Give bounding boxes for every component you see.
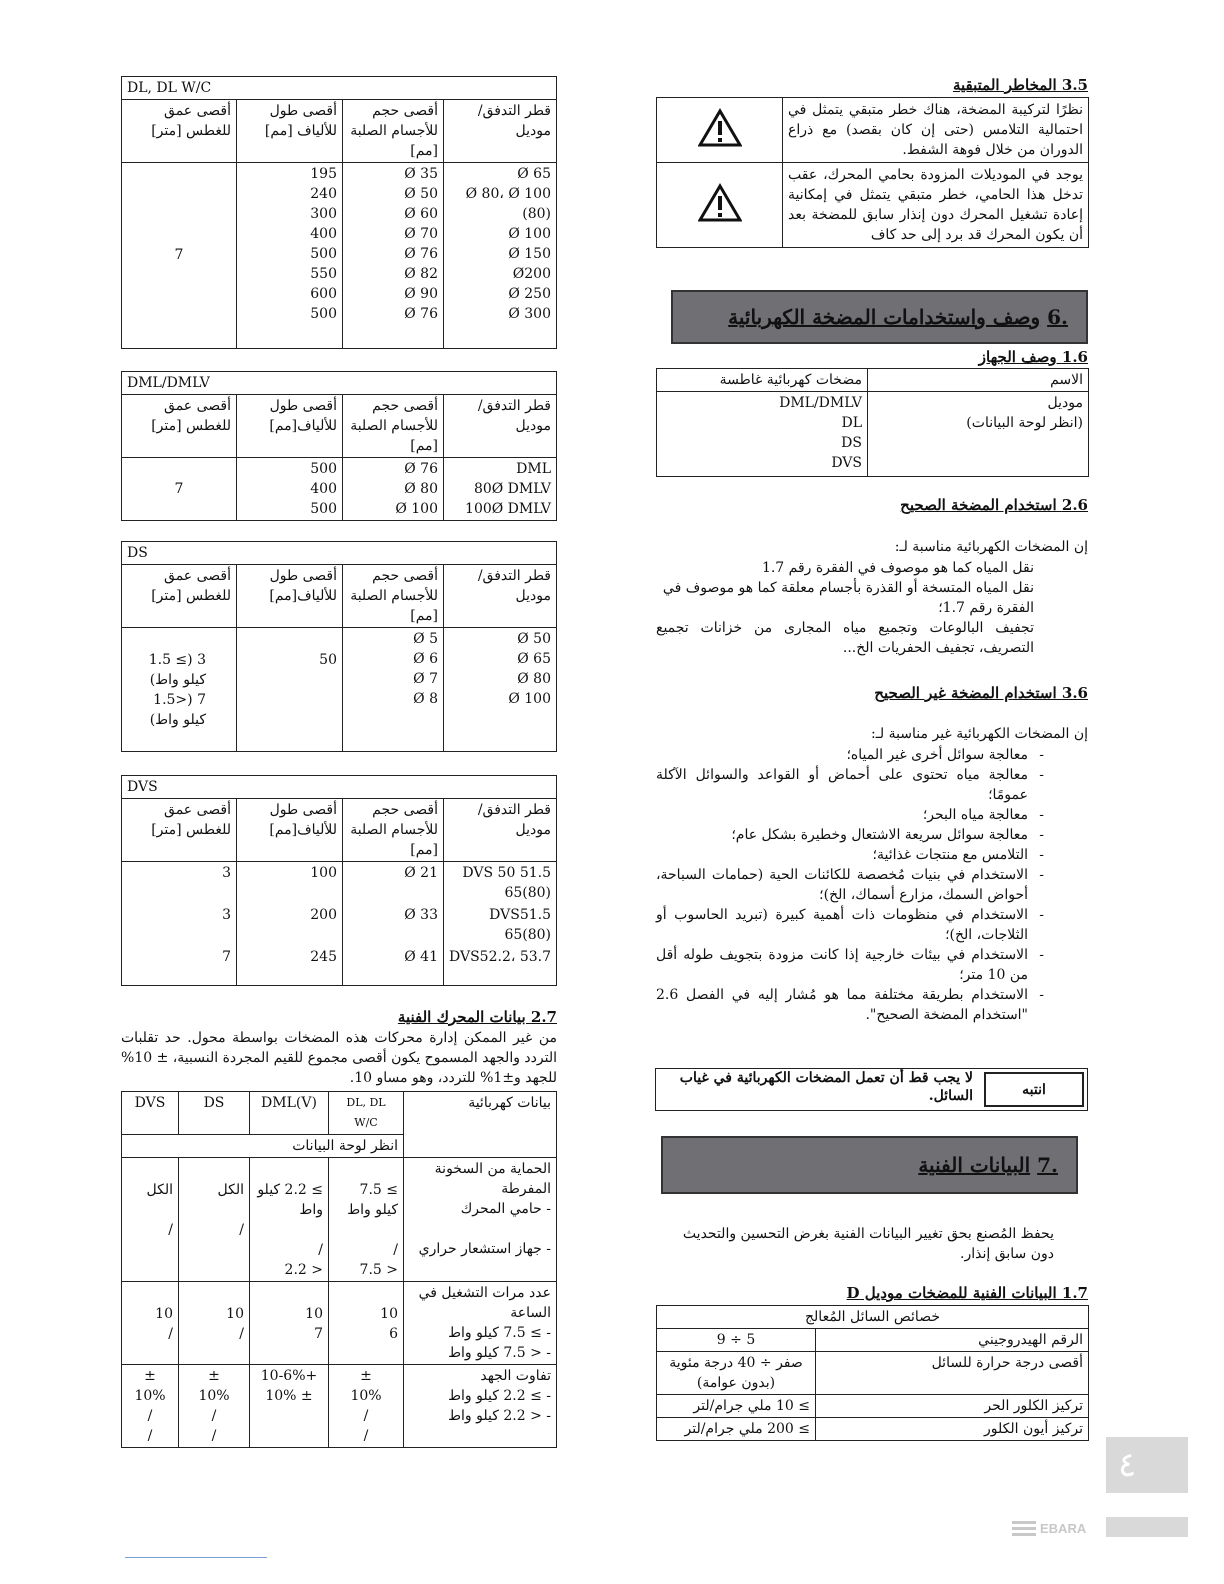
page-number: ٤ bbox=[1106, 1437, 1188, 1493]
column-header: أقصى عمق للغطس [متر] bbox=[122, 100, 237, 163]
table-cell: 600 bbox=[310, 286, 337, 302]
table-row bbox=[657, 1352, 1089, 1395]
model-item: DS bbox=[841, 435, 862, 451]
correct-use-list bbox=[656, 558, 1088, 658]
footer-bar bbox=[1106, 1517, 1188, 1537]
table-cell: Ø 76 bbox=[404, 246, 438, 262]
column-header: أقصى حجم للأجسام الصلبة [مم] bbox=[343, 565, 444, 628]
table-cell: 195 bbox=[310, 166, 337, 182]
table-cell: DVS 50 51.5 65(80) bbox=[462, 865, 551, 901]
list-item: - معالجة سوائل أخرى غير المياه؛ bbox=[656, 745, 1028, 765]
table-cell: ± 10% / / bbox=[329, 1365, 404, 1448]
table-cell: 7 bbox=[222, 949, 231, 965]
table-cell: 300 bbox=[310, 206, 337, 222]
table-cell: 245 bbox=[310, 949, 337, 965]
table-cell: DVS52.2، 53.7 bbox=[449, 949, 551, 965]
list-item: - معالجة مياه البحر؛ bbox=[656, 805, 1028, 825]
table-cell: DVS51.5 65(80) bbox=[489, 907, 551, 943]
model-item: DVS bbox=[831, 455, 862, 471]
table-cell: Ø 35 bbox=[404, 166, 438, 182]
table-cell: Ø 150 bbox=[508, 246, 551, 262]
table-cell: 7 bbox=[122, 458, 237, 521]
section-7-number: .7 bbox=[1037, 1153, 1058, 1177]
table-cell: DML bbox=[516, 461, 551, 477]
table-cell: +10-6% ± 10% bbox=[250, 1365, 329, 1448]
table-cell: Ø 65 bbox=[517, 166, 551, 182]
table-cell: 500 bbox=[310, 501, 337, 517]
section-3-6-heading: 3.6 استخدام المضخة غير الصحيح bbox=[874, 684, 1088, 702]
column-header: قطر التدفق/موديل bbox=[444, 799, 557, 862]
section-1-6-heading: 1.6 وصف الجهاز bbox=[978, 348, 1088, 366]
table-cell: ≥ 7.5 كيلو واط / < 7.5 bbox=[329, 1158, 404, 1282]
column-header: DL, DL W/C bbox=[329, 1092, 404, 1135]
section-2-7-text: من غير الممكن إدارة محركات هذه المضخات بواسطة محول. حد تقلبات التردد والجهد المسموح يكون أقصى مجموع للقيم المجردة النسبية، ± 10% للجهد و±1% للتردد، وهو مساو 10. bbox=[121, 1030, 557, 1086]
table-cell: Ø 33 bbox=[404, 907, 438, 923]
table-cell: (80) bbox=[522, 206, 551, 222]
table-cell: تفاوت الجهد - ≥ 2.2 كيلو واط - < 2.2 كيلو واط bbox=[404, 1365, 557, 1448]
column-header: DML(V) bbox=[250, 1092, 329, 1135]
notice-box bbox=[655, 1068, 1088, 1111]
column-header: أقصى عمق للغطس [متر] bbox=[122, 565, 237, 628]
column-header: أقصى عمق للغطس [متر] bbox=[122, 395, 237, 458]
table-row bbox=[122, 1282, 557, 1365]
table-cell: Ø 80 bbox=[517, 671, 551, 687]
table-row bbox=[122, 1365, 557, 1448]
notice-text: لا يجب قط أن تعمل المضخات الكهربائية في غياب السائل. bbox=[679, 1070, 973, 1104]
column-header: DVS bbox=[122, 1092, 179, 1135]
list-item: - الاستخدام بطريقة مختلفة مما هو مُشار إليه في الفصل 2.6 "استخدام المضخة الصحيح". bbox=[656, 985, 1028, 1025]
list-item: - التلامس مع منتجات غذائية؛ bbox=[656, 845, 1028, 865]
table-cell: Ø 100 bbox=[508, 226, 551, 242]
section-6-banner bbox=[671, 290, 1088, 344]
table-cell: الكل / bbox=[179, 1158, 250, 1282]
table-cell: Ø 7 bbox=[413, 671, 438, 687]
table-cell: 500 bbox=[310, 461, 337, 477]
dl-table bbox=[121, 76, 557, 349]
table-cell: 3 bbox=[222, 865, 231, 881]
table-cell: 7 bbox=[122, 163, 237, 349]
column-header: أقصى طول للألياف[مم] bbox=[237, 395, 343, 458]
table-cell: Ø 50 bbox=[404, 186, 438, 202]
section-6-number: .6 bbox=[1047, 305, 1068, 329]
table-cell: 200 bbox=[310, 907, 337, 923]
table-cell: Ø 82 bbox=[404, 266, 438, 282]
section-7-banner bbox=[661, 1136, 1078, 1194]
section-2-7-heading: 2.7 بيانات المحرك الفنية bbox=[397, 1008, 557, 1026]
table-cell: 100Ø DMLV bbox=[465, 501, 551, 517]
table-cell: عدد مرات التشغيل في الساعة - ≥ 7.5 كيلو واط - < 7.5 كيلو واط bbox=[404, 1282, 557, 1365]
table-cell: 10 / bbox=[122, 1282, 179, 1365]
column-header: أقصى طول للألياف[مم] bbox=[237, 799, 343, 862]
column-header: أقصى حجم للأجسام الصلبة [مم] bbox=[343, 100, 444, 163]
section-6-title: وصف واستخدامات المضخة الكهربائية bbox=[728, 305, 1041, 329]
table-cell: Ø 21 bbox=[404, 865, 438, 881]
model-note: (انظر لوحة البيانات) bbox=[966, 415, 1083, 431]
table-cell: ± 10% / / bbox=[179, 1365, 250, 1448]
list-item: - معالجة مياه تحتوى على أحماض أو القواعد والسوائل الآكلة عمومًا؛ bbox=[656, 765, 1028, 805]
warning-icon bbox=[657, 98, 783, 163]
table-cell: ≥ 2.2 كيلو واط / < 2.2 bbox=[250, 1158, 329, 1282]
column-header: بيانات كهربائية bbox=[404, 1092, 557, 1158]
table-cell: الكل / bbox=[122, 1158, 179, 1282]
table-cell: Ø 6 bbox=[413, 651, 438, 667]
column-header: أقصى عمق للغطس [متر] bbox=[122, 799, 237, 862]
table-cell: Ø 100 bbox=[508, 691, 551, 707]
table-cell: Ø 76 bbox=[404, 461, 438, 477]
table-cell: 7 (<1.5 كيلو واط) bbox=[149, 692, 206, 728]
column-header: قطر التدفق/موديل bbox=[444, 100, 557, 163]
table-cell: تركيز الكلور الحر bbox=[816, 1395, 1089, 1418]
model-item: DML/DMLV bbox=[779, 395, 862, 411]
footer-rule bbox=[125, 1557, 267, 1558]
list-item: - الاستخدام في بنيات مُخصصة للكائنات الحية (حمامات السباحة، أحواض السمك، مزارع أسماك، الخ)؛ bbox=[656, 865, 1028, 905]
table-cell: 400 bbox=[310, 481, 337, 497]
table-cell: Ø 76 bbox=[404, 306, 438, 322]
table-cell: 10 6 bbox=[329, 1282, 404, 1365]
list-item: - معالجة سوائل سريعة الاشتعال وخطيرة بشكل عام؛ bbox=[656, 825, 1028, 845]
section-7-title: البيانات الفنية bbox=[918, 1153, 1031, 1177]
ds-table-caption: DS bbox=[122, 542, 557, 565]
table-cell: 500 bbox=[310, 246, 337, 262]
table-cell: Ø 300 bbox=[508, 306, 551, 322]
column-header: أقصى طول للألياف [مم] bbox=[237, 100, 343, 163]
table-cell: 50 bbox=[237, 628, 343, 752]
list-item: نقل المياه المتسخة أو القذرة بأجسام معلقة كما هو موصوف في الفقرة رقم 1.7؛ bbox=[662, 580, 1034, 616]
table-cell: Ø 5 bbox=[413, 631, 438, 647]
dml-table-caption: DML/DMLV bbox=[122, 372, 557, 395]
list-item: - الاستخدام في منظومات ذات أهمية كبيرة (تبريد الحاسوب أو الثلاجات، الخ)؛ bbox=[656, 905, 1028, 945]
table-cell: 3 (≥ 1.5 كيلو واط) bbox=[148, 652, 206, 688]
table-cell: الرقم الهيدروجيني bbox=[816, 1329, 1089, 1352]
column-header: قطر التدفق/موديل bbox=[444, 565, 557, 628]
table-row bbox=[657, 1395, 1089, 1418]
table-cell: 10 7 bbox=[250, 1282, 329, 1365]
table-cell: Ø 60 bbox=[404, 206, 438, 222]
table-cell: Ø 100 bbox=[395, 501, 438, 517]
table-cell: 5 ÷ 9 bbox=[657, 1329, 816, 1352]
table-cell: 80Ø DMLV bbox=[473, 481, 551, 497]
section-7-intro: يحفظ المُصنع بحق تغيير البيانات الفنية بغرض التحسين والتحديث دون سابق إنذار. bbox=[682, 1226, 1054, 1262]
table-cell: Ø 80 bbox=[404, 481, 438, 497]
notice-label: انتبه bbox=[984, 1072, 1084, 1107]
list-item: نقل المياه كما هو موصوف في الفقرة رقم 1.7 bbox=[761, 560, 1034, 576]
see-plate-note: انظر لوحة البيانات bbox=[122, 1135, 404, 1158]
risk-text-2: يوجد في الموديلات المزودة بحامي المحرك، عقب تدخل هذا الحامي، خطر متبقي يتمثل في إمكانية إعادة تشغيل المحرك دون إنذار سابق للمضخة بعد أن يكون المحرك قد برد إلى حد كاف bbox=[783, 163, 1089, 248]
section-3-6-intro: إن المضخات الكهربائية غير مناسبة لـ: bbox=[871, 726, 1088, 742]
dvs-table bbox=[121, 775, 557, 986]
fluid-table-caption: خصائص السائل المُعالج bbox=[657, 1306, 1089, 1329]
table-row bbox=[657, 1418, 1089, 1441]
section-2-6-intro: إن المضخات الكهربائية مناسبة لـ: bbox=[894, 539, 1088, 555]
ds-table bbox=[121, 541, 557, 752]
table-cell: 500 bbox=[310, 306, 337, 322]
column-header: أقصى طول للألياف[مم] bbox=[237, 565, 343, 628]
column-header: أقصى حجم للأجسام الصلبة [مم] bbox=[343, 799, 444, 862]
section-1-7-heading: 1.7 البيانات الفنية للمضخات موديل D bbox=[846, 1284, 1088, 1302]
device-description-table bbox=[656, 368, 1089, 477]
table-cell: Ø 65 bbox=[517, 651, 551, 667]
residual-risks-table bbox=[656, 97, 1089, 248]
incorrect-use-list bbox=[656, 745, 1088, 1025]
table-cell: 3 bbox=[222, 907, 231, 923]
table-cell: صفر ÷ 40 درجة مئوية (بدون عوامة) bbox=[657, 1352, 816, 1395]
brand-name: EBARA bbox=[1040, 1520, 1087, 1536]
name-label: الاسم bbox=[868, 369, 1089, 392]
motor-table bbox=[121, 1091, 557, 1448]
list-item: تجفيف البالوعات وتجميع مياه المجارى من خزانات تجميع التصريف، تجفيف الحفريات الخ... bbox=[656, 620, 1034, 656]
table-row bbox=[657, 1329, 1089, 1352]
table-cell: 240 bbox=[310, 186, 337, 202]
table-cell: Ø200 bbox=[512, 266, 551, 282]
section-2-6-heading: 2.6 استخدام المضخة الصحيح bbox=[900, 496, 1088, 514]
fluid-properties-table bbox=[656, 1305, 1089, 1441]
table-cell: Ø 8 bbox=[413, 691, 438, 707]
column-header: أقصى حجم للأجسام الصلبة [مم] bbox=[343, 395, 444, 458]
table-cell: Ø 70 bbox=[404, 226, 438, 242]
table-row bbox=[122, 1158, 557, 1282]
column-header: قطر التدفق/موديل bbox=[444, 395, 557, 458]
table-cell: Ø 80، Ø 100 bbox=[465, 186, 551, 202]
table-cell: تركيز أيون الكلور bbox=[816, 1418, 1089, 1441]
name-value: مضخات كهربائية غاطسة bbox=[657, 369, 868, 392]
table-cell: أقصى درجة حرارة للسائل bbox=[816, 1352, 1089, 1395]
brand-logo bbox=[1012, 1518, 1092, 1538]
dl-table-caption: DL, DL W/C bbox=[122, 77, 557, 100]
dvs-table-caption: DVS bbox=[122, 776, 557, 799]
table-cell: ≥ 10 ملي جرام/لتر bbox=[657, 1395, 816, 1418]
table-cell: الحماية من السخونة المفرطة - حامي المحرك - جهاز استشعار حراري bbox=[404, 1158, 557, 1282]
table-cell: 10 / bbox=[179, 1282, 250, 1365]
column-header: DS bbox=[179, 1092, 250, 1135]
section-3-5-heading: 3.5 المخاطر المتبقية bbox=[952, 76, 1088, 94]
list-item: - الاستخدام في بيئات خارجية إذا كانت مزودة بتجويف طوله أقل من 10 متر؛ bbox=[656, 945, 1028, 985]
brand-logo-icon bbox=[1012, 1519, 1038, 1537]
table-cell: 550 bbox=[310, 266, 337, 282]
table-cell: Ø 90 bbox=[404, 286, 438, 302]
table-cell: ± 10% / / bbox=[122, 1365, 179, 1448]
table-cell: ≥ 200 ملي جرام/لتر bbox=[657, 1418, 816, 1441]
warning-icon bbox=[657, 163, 783, 248]
table-cell: 100 bbox=[310, 865, 337, 881]
table-cell: Ø 250 bbox=[508, 286, 551, 302]
table-cell: Ø 41 bbox=[404, 949, 438, 965]
model-label: موديل bbox=[1047, 395, 1083, 411]
table-cell: Ø 50 bbox=[517, 631, 551, 647]
table-cell: 400 bbox=[310, 226, 337, 242]
model-item: DL bbox=[841, 415, 862, 431]
dml-table bbox=[121, 371, 557, 521]
risk-text-1: نظرًا لتركيبة المضخة، هناك خطر متبقي يتمثل في احتمالية التلامس (حتى إن كان بقصد) مع ذراع الدوران من خلال فوهة الشفط. bbox=[783, 98, 1089, 163]
